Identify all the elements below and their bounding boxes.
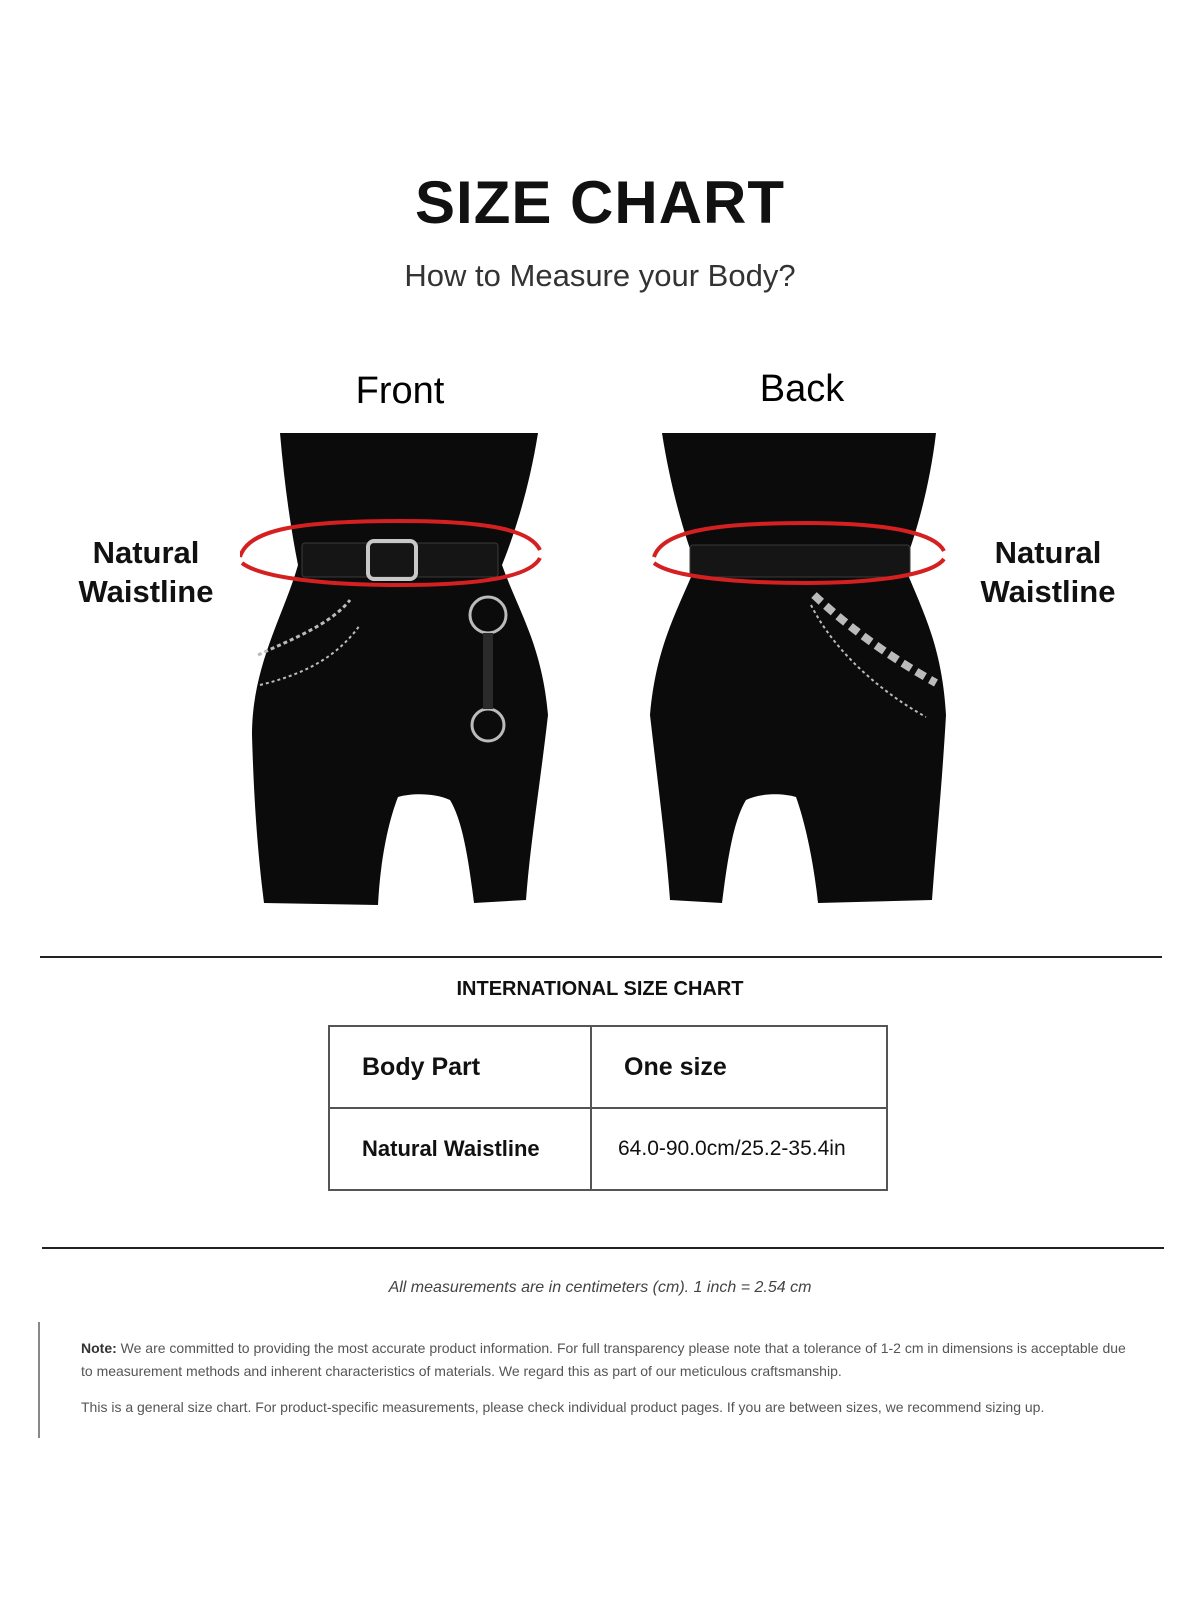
table-header-cell: Body Part xyxy=(329,1026,591,1108)
page-subtitle: How to Measure your Body? xyxy=(404,258,796,293)
left-waistline-label-line2: Waistline xyxy=(78,574,214,609)
size-table xyxy=(328,1025,888,1191)
general-note: This is a general size chart. For product-specific measurements, please check individual product pages. If you are between sizes, we recommend sizing up. xyxy=(81,1399,1045,1415)
right-waistline-label xyxy=(948,533,1148,611)
right-waistline-label-line1: Natural xyxy=(994,535,1102,570)
page-title: SIZE CHART xyxy=(415,169,785,236)
front-mannequin-body xyxy=(252,433,548,905)
back-view-label: Back xyxy=(759,368,845,410)
divider-bottom xyxy=(42,1247,1164,1249)
table-header-row xyxy=(329,1026,887,1108)
left-waistline-label xyxy=(46,533,246,611)
front-belt xyxy=(302,543,498,577)
back-mannequin-body xyxy=(650,433,946,903)
table-row xyxy=(329,1108,887,1190)
divider-top xyxy=(40,956,1162,958)
back-mannequin-figure xyxy=(646,425,956,925)
front-mannequin-figure xyxy=(240,425,550,925)
table-header-cell: One size xyxy=(591,1026,887,1108)
front-view-label: Front xyxy=(355,370,445,412)
back-belt xyxy=(690,545,910,577)
left-waistline-label-line1: Natural xyxy=(92,535,200,570)
right-waistline-label-line2: Waistline xyxy=(980,574,1116,609)
size-chart-heading: INTERNATIONAL SIZE CHART xyxy=(456,978,744,1000)
table-cell-measurement: 64.0-90.0cm/25.2-35.4in xyxy=(591,1108,887,1190)
note-text: We are committed to providing the most accurate product information. For full transparency please note that a tolerance of 1-2 cm in dimensions is acceptable due to measurement methods and inherent characteristics of materials. We regard this as part of our meticulous craftsmanship. xyxy=(81,1340,1126,1379)
units-note: All measurements are in centimeters (cm). 1 inch = 2.54 cm xyxy=(388,1279,812,1296)
note-paragraph xyxy=(81,1337,1141,1383)
note-label: Note: xyxy=(81,1340,117,1356)
table-cell-body-part: Natural Waistline xyxy=(329,1108,591,1190)
